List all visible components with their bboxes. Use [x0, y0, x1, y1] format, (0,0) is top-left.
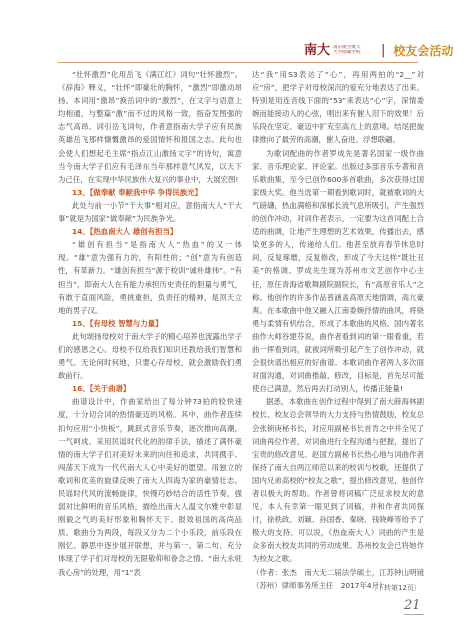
header-rule — [58, 62, 418, 63]
school-name: 南大 — [304, 42, 331, 58]
paragraph: 此句颂扬母校对于南大学子的精心培养也流露出学子们的感恩之心。母校不仅给我们知识还教给我们智慧和勇气。无论何时何地，只要心存母校，就会激励我们勇敢前行。 — [58, 331, 242, 381]
paragraph: 据悉，本歌曲在创作过程中得到了南大薛海林副校长、校友总会领导的大力支持与热情鼓励，校友总会张锁庚秘书长，对应用副秘书长首肯之中并全见了词曲再位作者，对词曲进行全程沟通与把握，提出了宝贵的修改意见。赵国方副秘书长热心地与词曲作者保持了南大自两江师范以来的校训与校歌，还提供了国内兄弟高校的“校友之歌”，提出修改意见，他创作者以极大的帮助。作者曾将词稿广泛征求校友的意见，本人有幸第一眼见到了词稿，并和作者共同探讨，徐秩政、刘颖、孙国香、秦晓、钱晓峰等给予了极大的支持。可以说，《热血南大人》词曲的产生是众多南大校友共同的劳动成果。苏州校友会已将她作为校友之歌。 — [252, 397, 424, 564]
paragraph: （作者：张杰 南大无二届法学硕士，江苏钟山明镜（苏州）律师事务所主任 2017年4月） — [252, 567, 424, 590]
left-column — [58, 68, 242, 579]
paragraph: 达“我”用S3表达了“心”，再用两拍的“2__”对应“房”，把学子对母校深沉的爱充分地表达了出来。特别是用连音线下面的“53”来表达“心”字，深情委婉而能接动人的心弦，唱出来有催人泪下的效果！后乐段在坚定、豪迈中扩充至高亢上的意境。结尾把旋律推向了最劳的高潮，催人奋进、浮想联翩。 — [252, 70, 424, 145]
section-heading: 13、【做奉献 奉献我中华 争得民族光】 — [72, 187, 202, 197]
school-subtitle-box — [333, 44, 373, 57]
paragraph: 曲谱设计中，作曲家给出了每分钟73拍的较快速度，十分切合词的热情豪迈的风格。其中，曲作者连续扣句应用“小快板”，跳跃式音乐节奏，逐次推向高潮，一气呵成。采用民谣时代化的韵律手法，描述了满怀豪情的南大学子们对美好未来的向往和追求，共同携手、闯荡天下成为一代代南大人心中美好的愿望。用独立的歌词和优美的旋律反映了南大人四海为家的豪情壮志。民谣时代风的流畅旋律，快慢巧妙结合的活性节奏，强弱对比鲜明的音乐风格，描绘出南大人温文尔雅中彰显刚毅之气的美好形象和胸怀天下、报效祖国的高尚品质。歌曲分为两段，每段又分为二个小乐段，前乐段在刚忆、静思中逐步展开联想，并与第一、第二句、充分体现了学子们对母校的无限敬仰和眷念之情。“南大永驻我心房”的处理，用“1”表 — [58, 397, 242, 577]
page-number: 21 — [404, 598, 421, 613]
section-heading: 14、【热血南大人 雄创有担当】 — [72, 227, 178, 237]
paragraph: 为歌词配曲的作者罗成先是著名国家一级作曲家、音乐理论家、评论家。出版过多部音乐专著和音乐歌曲集，至今已创作600多首歌曲，多次获得过国家级大奖。他当选第一期看到歌词时，就被歌词的大气磅礴，热血满格和深郁长流气息所吸引，产生强烈的创作冲动，对词作者表示，一定要为这首词配上合适的曲调，让地产生理想的艺术效果，传播出去，感染更多的人，传递给人们。他甚至放弃春节休息时间，反复琢磨，反复修改，形成了今天这样“既壮丑美”的格调。罗成先生现为苏州市文艺创作中心主任，原任青海省歌舞剧院副院长，有“高原音乐人”之称。他创作的许多作品曾涵盖高原天地情调，高亢豪爽。在本歌曲中他又融入江南委婉抒情的曲风，将骁勇与柔情有机结合，形成了本歌曲的风格。国内著名曲作大师谷建芬说，曲作者看到词的第一眼看重，若曲一挥看到词，就被词所吸引起产生了创作冲动，就会很快谱出相应的好曲谱。本歌词曲作者两人多次面对面沟通，对词曲推敲、修改，目标是，首先尽可能使自己满意，然后再去打动别人，传播正能量! — [252, 148, 424, 394]
section-heading: 15、【有母校 智慧与力量】 — [72, 318, 163, 328]
paragraph: “壮怀激烈”化用岳飞《满江红》词句“壮怀激烈”。《辞海》释义，“壮怀”即豪壮的胸怀，“激烈”即激动昂扬。本词用“激昂”换岳词中的“激烈”，在文字与语意上均相通，与整篇“激”而不过的风格一致，指奋发图强的志气高昂。词引岳飞词句，作者意指南大学子应有民族英雄岳飞那样慷慨激昂的爱国情怀和报国之志。此句也会使人们想起毛主席“指点江山激扬文字”的诗句，寓意当今南大学子们应有毛泽东当年那样意气风发，以天下为己任，在实现中华民族伟大复兴的事业中，大展宏图! — [58, 70, 242, 184]
section-title: 校友会活动 — [393, 43, 454, 58]
page-number-rule — [404, 614, 424, 615]
continued-note: 〔下转第12页〕 — [370, 584, 421, 592]
right-column — [252, 68, 424, 592]
subtitle-line-1: 南京航空航天 — [333, 44, 361, 50]
paragraph: “雄创有担当”是指南大人“热血”的又一体现。“雄”意为强有力的，有阳性的；“创”意为有创造性，有革新力。“雄创有担当”源于校训“诚朴雄伟”。“有担当”，即南大人在有能力承担历史责任的胆量与勇气，有敢于直面风险，勇挑重担，负责任的精神，是顶天立地的男子汉。 — [58, 240, 242, 315]
paragraph: 此处与前一小节“干大事”相对应，意指南大人“干大事”就是为国家“做奉献”为民族争光。 — [58, 200, 242, 224]
section-heading: 16、【关于曲谱】 — [72, 384, 131, 394]
header-separator: | — [381, 42, 386, 58]
subtitle-line-2: 大学附属学校 — [333, 50, 361, 55]
page-header — [304, 40, 453, 60]
